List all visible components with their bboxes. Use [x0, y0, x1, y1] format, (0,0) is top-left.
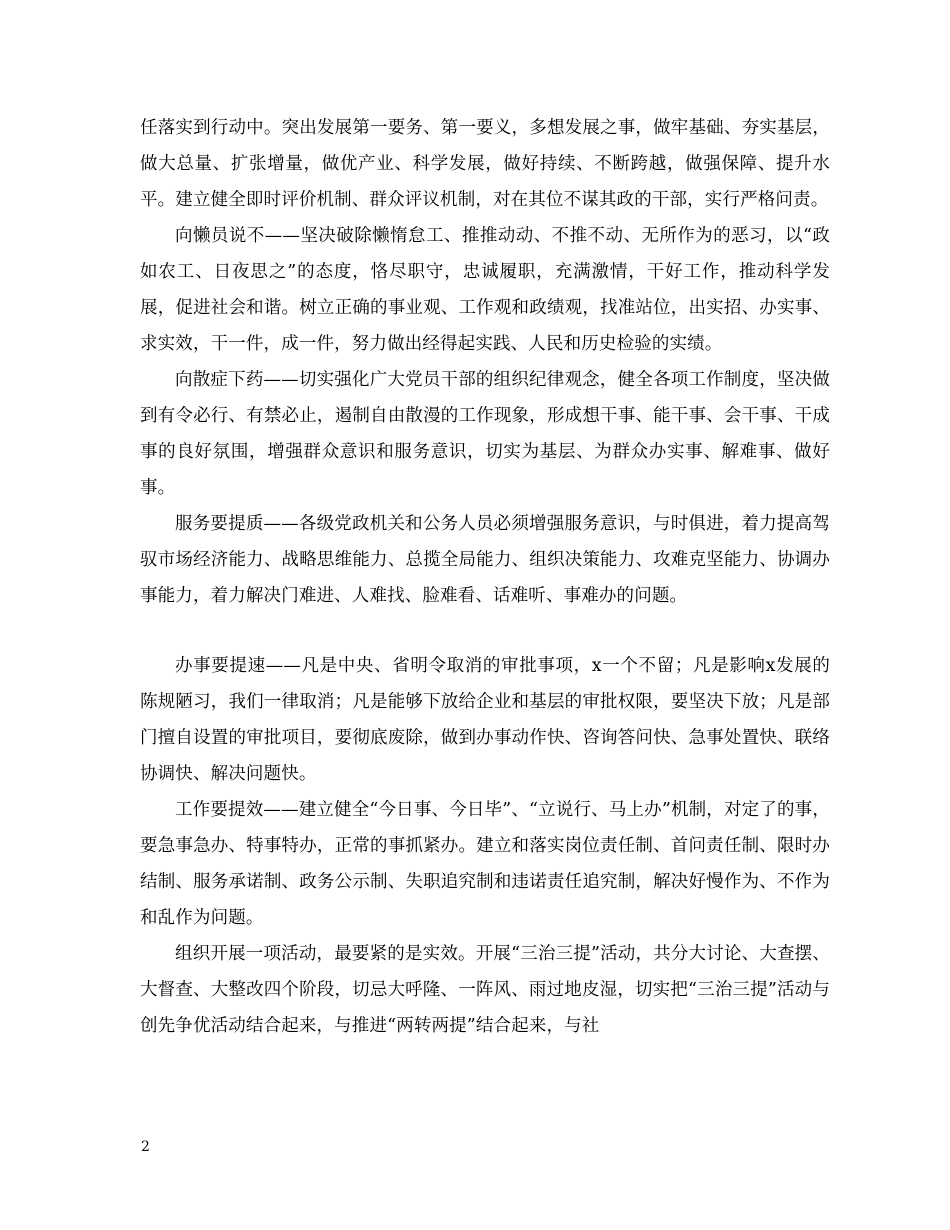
paragraph-7: 组织开展一项活动，最要紧的是实效。开展“三治三提”活动，共分大讨论、大查摆、大督查、大整改四个阶段，切忌大呼隆、一阵风、雨过地皮湿，切实把“三治三提”活动与创先争优活动结合起来，与推进“两转两提”结合起来，与社 [140, 944, 830, 1036]
document-body [140, 110, 830, 1044]
paragraph-5: 办事要提速——凡是中央、省明令取消的审批事项，x一个不留；凡是影响x发展的陈规陋习，我们一律取消；凡是能够下放给企业和基层的审批权限，要坚决下放；凡是部门擅自设置的审批项目，要彻底废除，做到办事动作快、咨询答问快、急事处置快、联络协调快、解决问题快。 [140, 656, 830, 784]
paragraph-3: 向散症下药——切实强化广大党员干部的组织纪律观念，健全各项工作制度，坚决做到有令必行、有禁必止，遏制自由散漫的工作现象，形成想干事、能干事、会干事、干成事的良好氛围，增强群众意识和服务意识，切实为基层、为群众办实事、解难事、做好事。 [140, 370, 830, 498]
paragraph-2: 向懒员说不——坚决破除懒惰怠工、推推动动、不推不动、无所作为的恶习，以“政如农工、日夜思之”的态度，恪尽职守，忠诚履职，充满激情，干好工作，推动科学发展，促进社会和谐。树立正确的事业观、工作观和政绩观，找准站位，出实招、办实事、求实效，干一件，成一件，努力做出经得起实践、人民和历史检验的实绩。 [140, 226, 830, 354]
page-number: 2 [141, 1139, 150, 1155]
paragraph-4: 服务要提质——各级党政机关和公务人员必须增强服务意识，与时俱进，着力提高驾驭市场经济能力、战略思维能力、总揽全局能力、组织决策能力、攻难克坚能力、协调办事能力，着力解决门难进、人难找、脸难看、话难听、事难办的问题。 [140, 514, 830, 606]
paragraph-6: 工作要提效——建立健全“今日事、今日毕”、“立说行、马上办”机制，对定了的事，要急事急办、特事特办，正常的事抓紧办。建立和落实岗位责任制、首问责任制、限时办结制、服务承诺制、政务公示制、失职追究制和违诺责任追究制，解决好慢作为、不作为和乱作为问题。 [140, 800, 830, 928]
paragraph-1: 任落实到行动中。突出发展第一要务、第一要义，多想发展之事，做牢基础、夯实基层，做大总量、扩张增量，做优产业、科学发展，做好持续、不断跨越，做强保障、提升水平。建立健全即时评价机制、群众评议机制，对在其位不谋其政的干部，实行严格问责。 [140, 118, 830, 210]
